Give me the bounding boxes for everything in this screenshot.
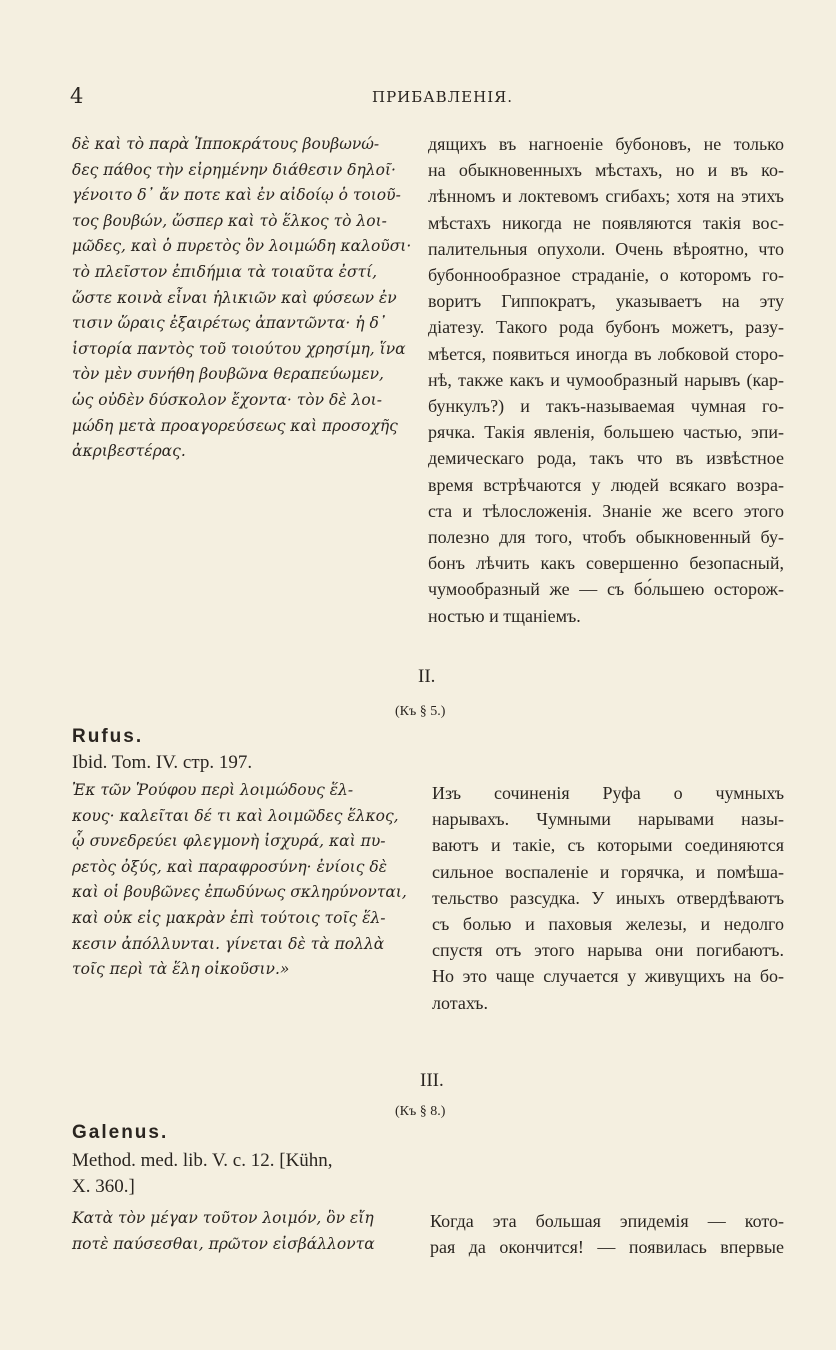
russian-line: сильное воспаленіе и горячка, и помѣша- [432,861,784,882]
russian-line: рячка. Такія явленія, большею частью, эпи- [428,422,784,443]
russian-line: тельство разсудка. У иныхъ отвердѣваютъ [432,887,784,908]
russian-line: Изъ сочиненія Руфа о чумныхъ [432,783,784,803]
greek-line: μῶδες, καὶ ὁ πυρετὸς ὃν λοιμώδη καλοῦσι· [72,237,412,256]
section2-source: Ibid. Tom. IV. стр. 197. [72,752,253,773]
greek-line: τὸν μὲν συνήθη βουβῶνα θεραπεύωμεν, [72,365,384,384]
section3-reference: (Къ § 8.) [395,1104,446,1119]
russian-line: на обыкновенныхъ мѣстахъ, но и въ ко- [428,160,784,181]
section3-russian-text [430,1208,784,1260]
russian-line: чумообразный же — съ бо́льшею осторож- [428,579,784,600]
greek-line: ὡς οὐδὲν δύσκολον ἔχοντα· τὸν δὲ λοι- [72,390,382,409]
greek-line: μώδη μετὰ προαγορεύσεως καὶ προσοχῆς [72,416,398,435]
greek-line: καὶ οὐκ εἰς μακρὰν ἐπὶ τούτοις τοῖς ἕλ- [72,908,386,927]
section2-author-heading: Rufus. [72,726,144,747]
russian-line: мѣстахъ никогда не появляются такія вос- [428,212,784,233]
russian-line: съ болью и паховыя железы, и недолго [432,914,784,935]
section2-greek-text [72,778,412,983]
section1-russian-text [428,131,784,629]
russian-line: нарывахъ. Чумными нарывами назы- [432,809,784,830]
greek-line: ποτὲ παύσεσθαι, πρῶτον εἰσβάλλοντα [72,1234,375,1253]
greek-line: κεσιν ἀπόλλυνται. γίνεται δὲ τὰ πολλὰ [72,934,385,953]
russian-line: лотахъ. [432,992,488,1013]
section3-source-line1: Method. med. lib. V. c. 12. [Kühn, [72,1150,333,1171]
greek-line: τοῖς περὶ τὰ ἕλη οἰκοῦσιν.» [72,960,290,979]
greek-line: ἀκριβεστέρας. [72,442,186,461]
russian-line: палительныя опухоли. Очень вѣроятно, что [428,238,784,259]
greek-line: τισιν ὥραις ἐξαιρέτως ἀπαντῶντα· ἡ δ᾽ [72,314,387,333]
russian-line: бонъ лѣчить какъ совершенно безопасный, [428,553,784,574]
russian-line: дящихъ въ нагноеніе бубоновъ, не только [428,134,784,154]
russian-line: полезно для того, чтобъ обыкновенный бу- [428,527,784,548]
russian-line: ваютъ и такіе, съ которыми соединяются [432,835,784,856]
russian-line: рая да окончится! — появилась впервые [430,1237,784,1258]
greek-line: δες πάθος τὴν εἰρημένην διάθεσιν δηλοῖ· [72,160,396,179]
russian-line: спустя отъ этого нарыва они погибаютъ. [432,940,784,961]
russian-line: демическаго рода, такъ что въ извѣстное [428,448,784,469]
section3-source-line2: X. 360.] [72,1176,135,1197]
russian-line: воритъ Гиппократъ, указываетъ на эту [428,291,784,312]
page-number: 4 [70,84,84,108]
russian-line: бубоннообразное страданіе, о которомъ го- [428,265,784,286]
russian-line: ста и тѣлосложенія. Знаніе же всего этого [428,500,784,521]
greek-line: ᾧ συνεδρεύει φλεγμονὴ ἰσχυρά, καὶ πυ- [72,832,386,851]
russian-line: лѣнномъ и локтевомъ сгибахъ; хотя на этихъ [428,186,784,207]
section1-greek-text [72,132,412,465]
russian-line: мѣется, появиться иногда въ лобковой сторо- [428,343,784,364]
greek-line: ρετὸς ὀξύς, καὶ παραφροσύνη· ἐνίοις δὲ [72,857,387,876]
russian-line: нѣ, также какъ и чумообразный нарывъ (кар- [428,369,784,390]
russian-line: Когда эта большая эпидемія — кото- [430,1211,784,1231]
russian-line: бункулъ?) и такъ-называемая чумная го- [428,396,784,417]
greek-line: δὲ καὶ τὸ παρὰ Ἱπποκράτους βουβωνώ- [72,135,380,153]
running-head: ПРИБАВЛЕНІЯ. [372,88,514,106]
section3-numeral: III. [420,1070,444,1091]
section2-reference: (Къ § 5.) [395,704,446,719]
russian-line: ностью и тщаніемъ. [428,605,581,626]
greek-line: Ἐκ τῶν Ῥούφου περὶ λοιμώδους ἕλ- [72,781,354,799]
section2-numeral: II. [418,666,436,687]
greek-line: Κατὰ τὸν μέγαν τοῦτον λοιμόν, ὃν εἴη [72,1209,374,1227]
greek-line: ὥστε κοινὰ εἶναι ἡλικιῶν καὶ φύσεων ἐν [72,288,397,307]
section2-russian-text [432,780,784,1016]
greek-line: ἱστορία παντὸς τοῦ τοιούτου χρησίμη, ἵνα [72,339,406,358]
section3-author-heading: Galenus. [72,1122,169,1143]
greek-line: γένοιτο δ᾽ ἄν ποτε καὶ ἐν αἰδοίῳ ὁ τοιοῦ- [72,186,401,205]
greek-line: τος βουβών, ὥσπερ καὶ τὸ ἕλκος τὸ λοι- [72,211,387,230]
greek-line: κους· καλεῖται δέ τι καὶ λοιμῶδες ἕλκος, [72,806,399,825]
russian-line: Но это чаще случается у живущихъ на бо- [432,966,784,987]
section3-greek-text [72,1206,412,1257]
russian-line: діатезу. Такого рода бубонъ можетъ, разу- [428,317,784,338]
russian-line: время встрѣчаются у людей всякаго возра- [428,474,784,495]
greek-line: τὸ πλεῖστον ἐπιδήμια τὰ τοιαῦτα ἐστί, [72,262,378,281]
greek-line: καὶ οἱ βουβῶνες ἐπωδύνως σκληρύνονται, [72,883,407,902]
